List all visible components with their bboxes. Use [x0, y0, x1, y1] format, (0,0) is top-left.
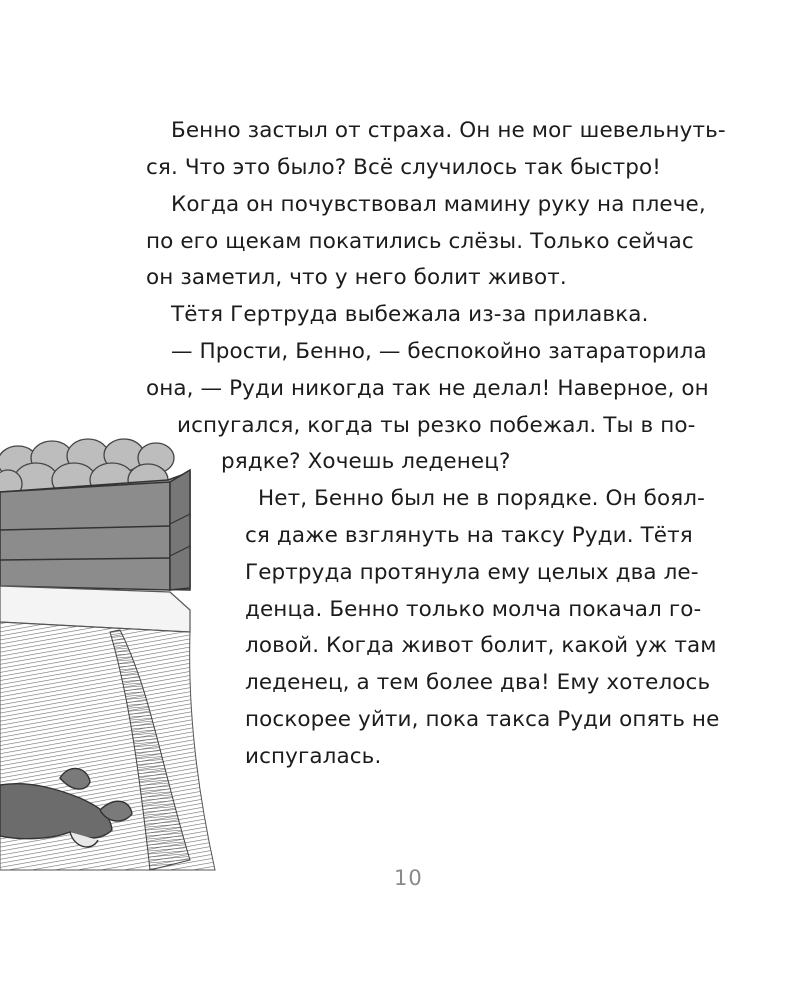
text-line-14: денца. Бенно только молча покачал го-: [245, 597, 702, 622]
text-line-11: Нет, Бенно был не в порядке. Он боял-: [258, 486, 706, 511]
text-line-2: ся. Что это было? Всё случилось так быстро!: [146, 155, 661, 180]
text-line-9: испугался, когда ты резко побежал. Ты в по-: [177, 413, 696, 438]
apple-crate-dachshund-illustration: [0, 400, 240, 880]
text-line-6: Тётя Гертруда выбежала из-за прилавка.: [171, 302, 649, 327]
text-line-16: леденец, а тем более два! Ему хотелось: [245, 670, 711, 695]
text-line-18: испугалась.: [245, 744, 382, 769]
text-line-7: — Прости, Бенно, — беспокойно затараторила: [171, 339, 707, 364]
text-line-1: Бенно застыл от страха. Он не мог шевельнуть-: [171, 118, 726, 143]
text-line-10: рядке? Хочешь леденец?: [221, 449, 511, 474]
text-line-4: по его щекам покатились слёзы. Только сейчас: [146, 229, 694, 254]
text-line-17: поскорее уйти, пока такса Руди опять не: [245, 707, 720, 732]
page-number: 10: [394, 866, 423, 890]
text-line-13: Гертруда протянула ему целых два ле-: [245, 560, 699, 585]
text-line-8: она, — Руди никогда так не делал! Наверное, он: [146, 376, 709, 401]
text-line-5: он заметил, что у него болит живот.: [146, 265, 567, 290]
text-line-3: Когда он почувствовал мамину руку на плече,: [171, 192, 706, 217]
text-line-15: ловой. Когда живот болит, какой уж там: [245, 633, 717, 658]
text-line-12: ся даже взглянуть на таксу Руди. Тётя: [245, 523, 693, 548]
